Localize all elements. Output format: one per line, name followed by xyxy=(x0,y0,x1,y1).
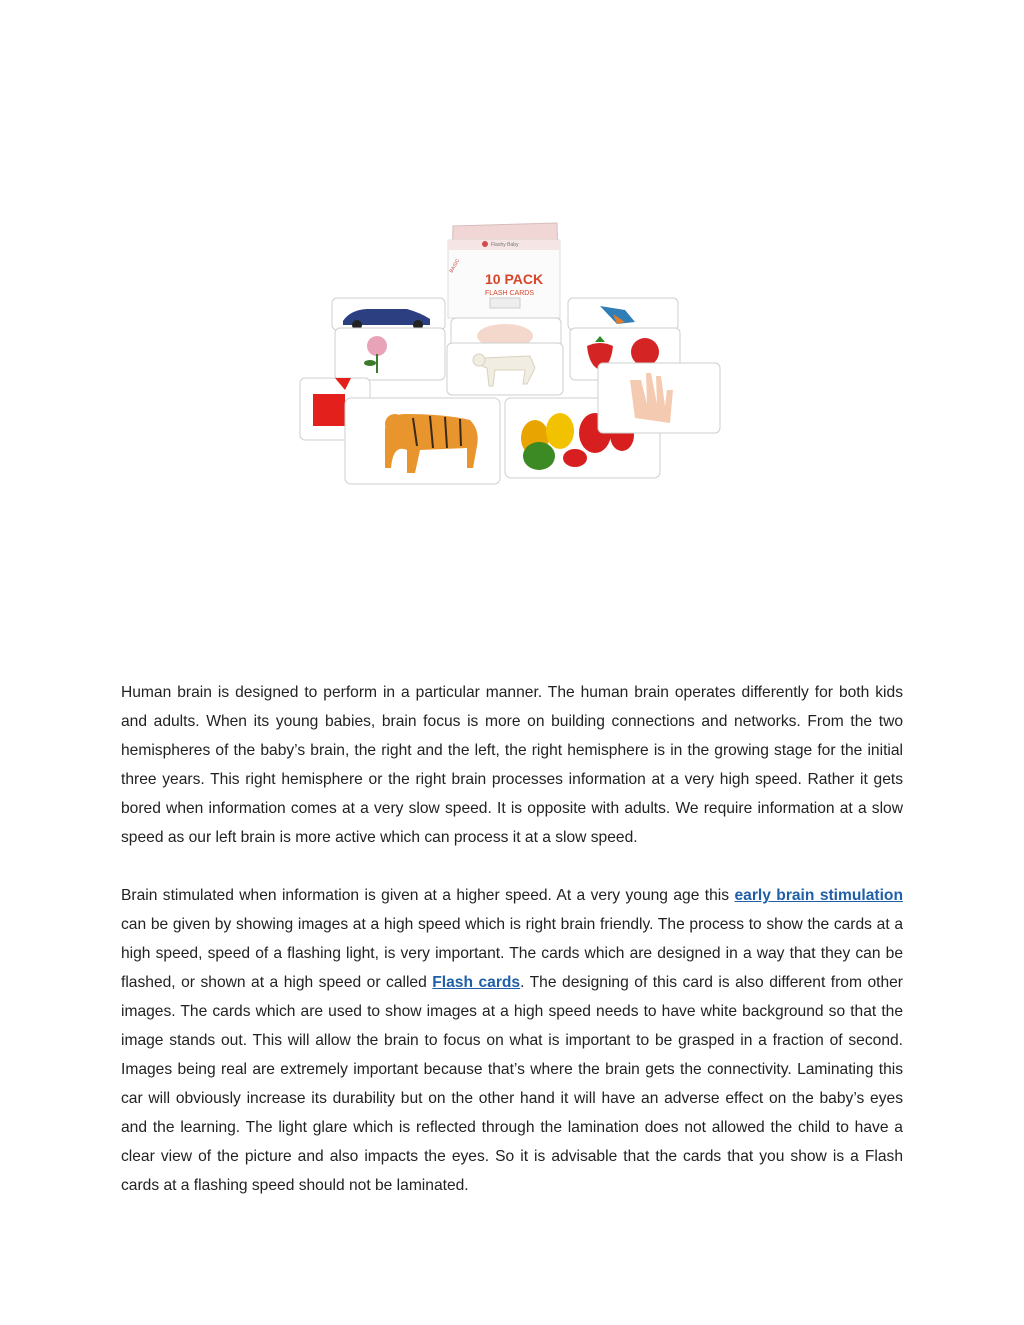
box-subtitle: FLASH CARDS xyxy=(485,290,535,297)
box-brand: Flashy Baby xyxy=(491,242,519,248)
article-body xyxy=(121,678,903,1229)
paragraph-2-text-a: Brain stimulated when information is given at a higher speed. At a very young age this xyxy=(121,887,735,904)
card-rose xyxy=(335,328,445,380)
paragraph-2-text-c: . The designing of this card is also different from other images. The cards which are used to show images at a high speed needs to have white background so that the image stands out. This will allow the brain to focus on what is important to be grasped in a fraction of second. Images being real are extremely important because that’s where the brain gets the connectivity. Laminating this car will obviously increase its durability but on the other hand it will have an adverse effect on the baby’s eyes and the learning. The light glare which is reflected through the lamination does not allowed the child to have a clear view of the picture and also impacts the eyes. So it is advisable that the cards that you show is a Flash cards at a flashing speed should not be laminated. xyxy=(121,974,903,1194)
card-car xyxy=(332,298,445,330)
paragraph-2-text-b: can be given by showing images at a high speed which is right brain friendly. The process to show the cards at a high speed, speed of a flashing light, is very important. The cards which are designed in a way that they can be flashed, or shown at a high speed or called xyxy=(121,916,903,991)
early-brain-stimulation-link[interactable]: early brain stimulation xyxy=(734,887,903,904)
product-image xyxy=(295,218,725,493)
paragraph-2 xyxy=(121,881,903,1200)
card-dog xyxy=(447,343,563,395)
box-badge: BASIC xyxy=(448,257,462,274)
paragraph-1: Human brain is designed to perform in a particular manner. The human brain operates differently for both kids and adults. When its young babies, brain focus is more on building connections and networks. From the two hemispheres of the baby’s brain, the right and the left, the right hemisphere is in the growing stage for the initial three years. This right hemisphere or the right brain processes information at a very high speed. Rather it gets bored when information comes at a very slow speed. It is opposite with adults. We require information at a slow speed as our left brain is more active which can process it at a slow speed. xyxy=(121,684,903,846)
box-title: 10 PACK xyxy=(485,271,544,287)
card-kingfisher xyxy=(568,298,678,330)
card-tiger xyxy=(345,398,500,484)
flash-cards-link[interactable]: Flash cards xyxy=(432,974,521,991)
card-hand xyxy=(598,363,720,433)
flash-card-box xyxy=(448,223,560,318)
